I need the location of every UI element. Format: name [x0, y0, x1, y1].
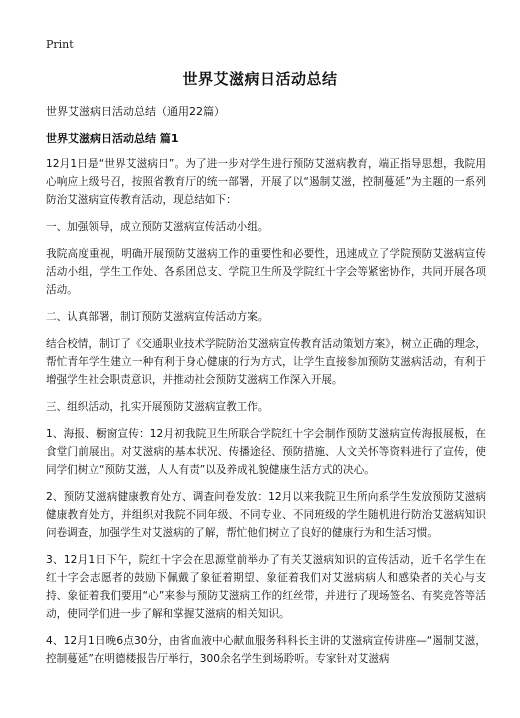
article-body: [46, 155, 486, 677]
paragraph: 我院高度重视，明确开展预防艾滋病工作的重要性和必要性，迅速成立了学院预防艾滋病宣传活动小组，学生工作处、各系团总支、学院卫生所及学院红十字会等紧密协作，共同开展各项活动。: [46, 248, 486, 296]
document-subtitle: 世界艾滋病日活动总结（通用22篇）: [46, 105, 225, 118]
page-title: 世界艾滋病日活动总结: [182, 70, 338, 88]
paragraph: 结合校情，制订了《交通职业技术学院防治艾滋病宣传教育活动策划方案》，树立正确的理念，帮忙青年学生建立一种有利于身心健康的行为方式，让学生直接参加预防艾滋病活动，有利于增强学生社会职责意识，并推动社会预防艾滋病工作深入开展。: [46, 338, 486, 386]
paragraph: 4、12月1日晚6点30分，由省血液中心献血服务科科长主讲的艾滋病宣传讲座—“遏制艾滋，控制蔓延”在明德楼报告厅举行，300余名学生到场聆听。专家针对艾滋病: [46, 635, 486, 665]
print-link[interactable]: Print: [46, 38, 74, 51]
paragraph-intro: 12月1日是“世界艾滋病日”。为了进一步对学生进行预防艾滋病教育，端正指导思想，我院用心响应上级号召，按照省教育厅的统一部署，开展了以“遏制艾滋，控制蔓延”为主题的一系列防治艾滋病宣传教育活动，现总结如下：: [46, 158, 486, 206]
paragraph-heading-2: 二、认真部署，制订预防艾滋病宣传活动方案。: [46, 311, 269, 323]
paragraph: 3、12月1日下午，院红十字会在思源堂前举办了有关艾滋病知识的宣传活动，近千名学生在红十字会志愿者的鼓励下佩戴了象征着期望、象征着我们对艾滋病病人和感染者的关心与支持、象征着我们要用“心”来参与预防艾滋病工作的红丝带，并进行了现场签名、有奖竞答等活动，使同学们进一步了解和掌握艾滋病的相关知识。: [46, 554, 486, 620]
section-heading: 世界艾滋病日活动总结 篇1: [46, 132, 179, 145]
paragraph-heading-3: 三、组织活动，扎实开展预防艾滋病宣教工作。: [46, 401, 269, 413]
paragraph: 1、海报、橱窗宣传：12月初我院卫生所联合学院红十字会制作预防艾滋病宣传海报展板，在食堂门前展出。对艾滋病的基本状况、传播途径、预防措施、人文关怀等资料进行了宣传，使同学们树立“预防艾滋，人人有责”以及养成礼貌健康生活方式的决心。: [46, 428, 486, 476]
paragraph-heading-1: 一、加强领导，成立预防艾滋病宣传活动小组。: [46, 221, 269, 233]
paragraph: 2、预防艾滋病健康教育处方、调查问卷发放：12月以来我院卫生所向系学生发放预防艾滋病健康教育处方，并组织对我院不同年级、不同专业、不同班级的学生随机进行防治艾滋病知识问卷调查，加强学生对艾滋病的了解，帮忙他们树立了良好的健康行为和生活习惯。: [46, 491, 486, 539]
